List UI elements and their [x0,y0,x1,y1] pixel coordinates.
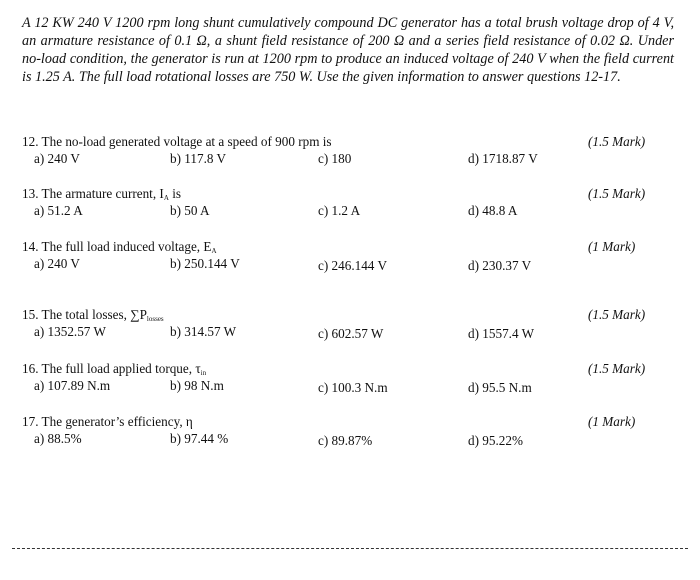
option-c: c) 246.144 V [318,258,387,273]
question-13 [22,186,682,226]
option-a: a) 240 V [34,256,80,271]
option-a: a) 240 V [34,151,80,166]
option-b: b) 98 N.m [170,378,224,393]
option-c: c) 100.3 N.m [318,380,388,395]
mark-value: (1.5 Mark) [588,186,646,201]
question-16 [22,361,682,401]
option-b: b) 314.57 W [170,324,237,339]
mark-value: (1.5 Mark) [588,307,646,322]
question-stem: 16. The full load applied torque, $\tau_{in}$ [22,361,207,377]
problem-statement: A 12 KW 240 V 1200 rpm long shunt cumulatively compound DC generator has a total brush voltage drop of 4 V, an armature resistance of 0.1 Ω, a shunt field resistance of 200 Ω and a series field resistance of 0.02 Ω. Under no-load condition, the generator is run at 1200 rpm to produce an induced voltage of 240 V when the field current is 1.25 A. The full load rotational losses are 750 W. Use the given information to answer questions 12-17. [22,15,674,85]
option-c: c) 602.57 W [318,326,384,341]
option-d: d) 48.8 A [468,203,518,218]
option-b: b) 97.44 % [170,431,229,446]
option-d: d) 95.5 N.m [468,380,532,395]
question-stem: 14. The full load induced voltage, $E_A$ [22,239,217,255]
option-c: c) 1.2 A [318,203,361,218]
option-a: a) 1352.57 W [34,324,106,339]
option-b: b) 50 A [170,203,210,218]
mark-value: (1.5 Mark) [588,134,646,149]
question-stem: 12. The no-load generated voltage at a speed of 900 rpm is [22,134,332,149]
question-stem: 15. The total losses, $\sum P_{losses}$ [22,307,164,323]
mark-value: (1 Mark) [588,239,636,254]
option-d: d) 1718.87 V [468,151,538,166]
question-15 [22,307,682,347]
question-stem: 13. The armature current, $I_A$ is [22,186,181,202]
option-c: c) 89.87% [318,433,373,448]
option-a: a) 107.89 N.m [34,378,111,393]
dashed-divider [12,548,688,549]
question-12 [22,134,682,174]
option-d: d) 1557.4 W [468,326,535,341]
mark-value: (1.5 Mark) [588,361,646,376]
option-a: a) 88.5% [34,431,82,446]
option-b: b) 250.144 V [170,256,240,271]
question-17 [22,414,682,454]
option-b: b) 117.8 V [170,151,227,166]
option-a: a) 51.2 A [34,203,83,218]
option-d: d) 230.37 V [468,258,532,273]
option-d: d) 95.22% [468,433,523,448]
mark-value: (1 Mark) [588,414,636,429]
option-c: c) 180 [318,151,352,166]
question-14 [22,239,682,279]
question-stem: 17. The generator’s efficiency, η [22,414,193,429]
